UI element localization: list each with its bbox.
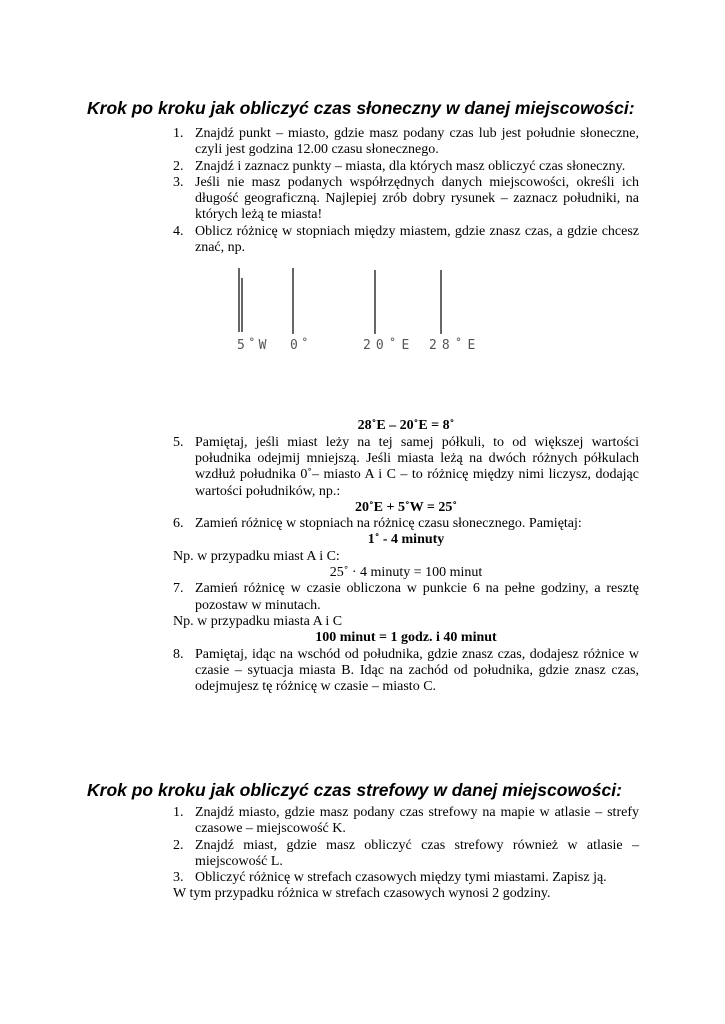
item-number: 5.	[173, 434, 184, 450]
calculation-line-bold: 100 minut = 1 godz. i 40 minut	[315, 630, 497, 646]
calculation-line: 25˚ · 4 minuty = 100 minut	[329, 565, 483, 581]
item-number: 3.	[173, 870, 184, 886]
list-item	[173, 159, 639, 175]
list-item	[173, 805, 639, 838]
list-item	[173, 516, 639, 532]
steps-list-solar-time	[173, 126, 639, 256]
list-item	[173, 647, 639, 696]
item-text: Znajdź miast, gdzie masz obliczyć czas strefowy również w atlasie – miejscowość L.	[195, 837, 639, 869]
formula-difference-two-hemispheres: 20˚E + 5˚W = 25˚	[354, 499, 458, 515]
item-number: 8.	[173, 646, 184, 662]
steps-list-zone-time	[173, 805, 639, 886]
meridian-label-20e: 20˚E	[363, 338, 415, 354]
item-number: 2.	[173, 158, 184, 174]
list-item	[173, 581, 639, 614]
list-item	[173, 175, 639, 224]
example-paragraph: Np. w przypadku miast A i C:	[173, 548, 340, 564]
item-text: Pamiętaj, idąc na wschód od południka, gdzie znasz czas, dodajesz różnice w czasie – sytuacja miasta B. Idąc na zachód od południka, gdzie znasz czas, odejmujesz tę różnicę w czasie – miasto C.	[195, 646, 639, 695]
item-number: 3.	[173, 174, 184, 190]
section-body-zone-time	[173, 805, 639, 903]
steps-list-solar-time-cont-2	[173, 516, 639, 532]
steps-list-solar-time-cont-4	[173, 647, 639, 696]
meridian-label-5w: 5˚W	[237, 338, 270, 354]
item-text: Obliczyć różnicę w strefach czasowych między tymi miastami. Zapisz ją.	[195, 870, 607, 886]
meridian-label-28e: 28˚E	[429, 338, 481, 354]
item-number: 1.	[173, 805, 184, 820]
item-text: Znajdź punkt – miasto, gdzie masz podany czas lub jest południe słoneczne, czyli jest godzina 12.00 czasu słonecznego.	[195, 126, 639, 158]
item-number: 4.	[173, 223, 184, 239]
steps-list-solar-time-cont-3	[173, 581, 639, 614]
item-text: Jeśli nie masz podanych współrzędnych danych miejscowości, określi ich długość geograficzną. Najlepiej zrób dobry rysunek – zaznacz południki, na których leżą te miasta!	[195, 174, 639, 223]
section-heading-solar-time: Krok po kroku jak obliczyć czas słoneczny w danej miejscowości:	[87, 98, 635, 118]
item-text: Znajdź miasto, gdzie masz podany czas strefowy na mapie w atlasie – strefy czasowe – miejscowość K.	[195, 805, 639, 837]
section-body-solar-time	[173, 126, 639, 695]
formula-difference-same-hemisphere: 28˚E – 20˚E = 8˚	[357, 418, 455, 434]
item-number: 1.	[173, 126, 184, 141]
example-paragraph: Np. w przypadku miasta A i C	[173, 613, 343, 629]
list-item	[173, 126, 639, 159]
item-number: 2.	[173, 837, 184, 853]
item-number: 6.	[173, 516, 184, 532]
list-item	[173, 870, 639, 886]
meridian-diagram	[173, 256, 639, 418]
section-heading-zone-time: Krok po kroku jak obliczyć czas strefowy w danej miejscowości:	[87, 780, 622, 800]
item-text: Zamień różnicę w czasie obliczona w punkcie 6 na pełne godziny, a resztę pozostaw w minutach.	[195, 581, 639, 613]
list-item	[173, 224, 639, 257]
list-item	[173, 838, 639, 871]
item-number: 7.	[173, 581, 184, 597]
item-text: Pamiętaj, jeśli miast leży na tej samej półkuli, to od większej wartości południka odejmij mniejszą. Jeśli miasta leżą na dwóch różnych półkulach wzdłuż południka 0˚– miasto A i C – to różnicę między nimi liczysz, dodając wartości południków, np.:	[195, 434, 639, 499]
formula-degree-to-minutes: 1˚ - 4 minuty	[367, 532, 445, 548]
meridian-label-0: 0˚	[290, 338, 312, 354]
item-text: Zamień różnicę w stopniach na różnicę czasu słonecznego. Pamiętaj:	[195, 516, 582, 532]
item-text: Znajdź i zaznacz punkty – miasta, dla których masz obliczyć czas słoneczny.	[195, 158, 626, 174]
list-item	[173, 435, 639, 500]
summary-paragraph: W tym przypadku różnica w strefach czasowych wynosi 2 godziny.	[173, 886, 551, 902]
item-text: Oblicz różnicę w stopniach między miastem, gdzie znasz czas, a gdzie chcesz znać, np.	[195, 223, 639, 256]
steps-list-solar-time-cont	[173, 435, 639, 500]
